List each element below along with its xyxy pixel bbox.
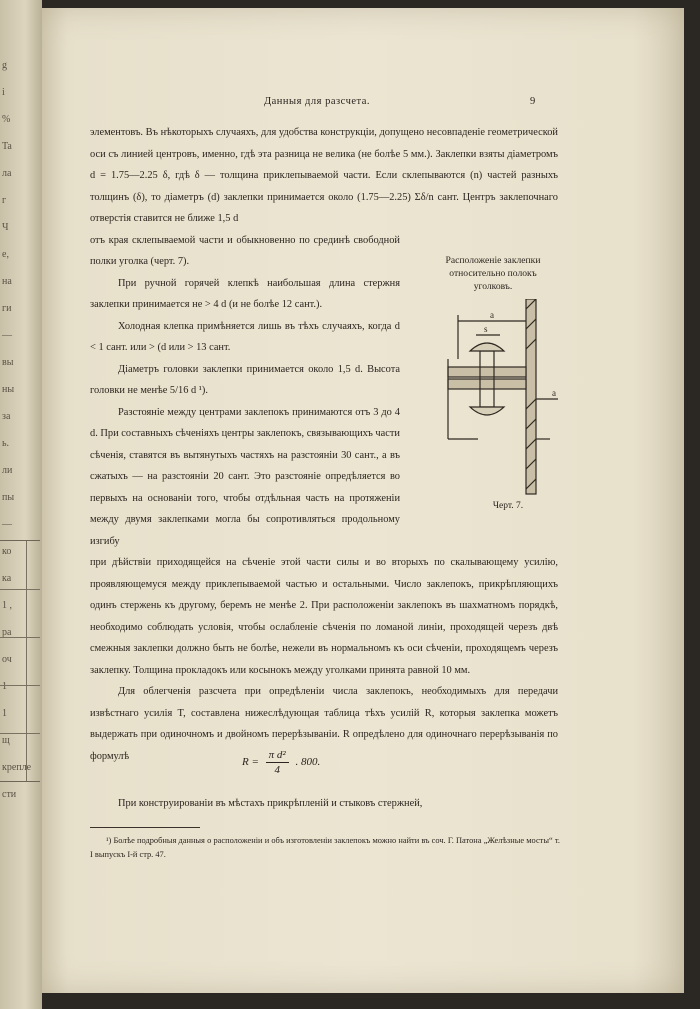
running-header [42, 96, 684, 112]
paragraph: элементовъ. Въ нѣкоторыхъ случаяхъ, для удобства конструкціи, допущено несовпаденіе геометрической оси съ линией центровъ, именно, гдѣ эта разница не велика (не болѣе 5 мм.). Заклепки взяты діаметромъ d = 1.75—2.25 δ, гдѣ δ — толщина приклепываемой части. Если склепываются (n) частей разныхъ толщинъ (δ), то діаметръ (d) заклепки принимается около (1.75—2.25) Σδ/n сант. Центръ заклепочнаго отверстія ставится не ближе 1,5 d [90, 127, 558, 224]
formula-fraction [266, 748, 289, 777]
rivet-drawing [418, 299, 568, 499]
formula [242, 748, 320, 777]
figure-label: Черт. 7. [492, 501, 524, 511]
left-page-fragment: ла [2, 168, 12, 179]
paragraph: Для облегченія разсчета при опредѣленіи числа заклепокъ, необходимыхъ для передачи извѣстнаго усилія T, составлена нижеслѣдующая таблица тѣхъ усилій R, которыя заклепка можетъ выдержать при одиночномъ и двойномъ перерѣзываніи. R опредѣлено для одиночнаго перерѣзыванія по формулѣ [90, 686, 558, 762]
paragraph: отъ края склепываемой части и обыкновенно по срединѣ свободной полки уголка (черт. 7). [90, 234, 400, 267]
left-page-fragment: ли [2, 465, 13, 476]
figure-caption: Расположеніе заклепки относительно полокъ уголковъ. [445, 255, 541, 292]
rivet-figure [418, 254, 568, 524]
left-page-fragment: g [2, 60, 7, 71]
left-page-fragment: 1 , [2, 600, 12, 611]
paragraph: При конструированіи въ мѣстахъ прикрѣпленій и стыковъ стержней, [118, 798, 423, 809]
left-page-fragment: на [2, 276, 12, 287]
footnote-rule [90, 827, 200, 828]
paragraph: При ручной горячей клепкѣ наибольшая длина стержня заклепки принимается не > 4 d (и не болѣе 12 сант.). [90, 277, 400, 310]
page-number: 9 [530, 96, 536, 107]
left-page-fragment: ги [2, 303, 12, 314]
formula-lhs: R = [242, 756, 259, 769]
left-page-fragment: — [2, 519, 12, 530]
formula-numerator: π d² [266, 748, 289, 763]
left-page-table-fragment [0, 540, 40, 782]
left-page-fragment: пы [2, 492, 15, 503]
paragraph: Разстояніе между центрами заклепокъ принимаются отъ 3 до 4 d. При составныхъ сѣченіяхъ центры заклепокъ, связывающихъ части сѣченія, ставятся въ вытянутыхъ частяхъ на разстояніи 30 сант., а въ сжатыхъ — на разстояніи 20 сант. Это разстояніе опредѣляется во первыхъ на основаніи того, чтобы отдѣльная часть на протяженіи между двумя заклепками могла бы сопротивляться продольному изгибу [90, 406, 400, 547]
formula-denominator: 4 [274, 764, 280, 776]
left-page-fragment: Ta [2, 141, 12, 152]
dim-label: s [484, 324, 488, 334]
left-page-fragment: ка [2, 573, 12, 584]
dim-label: a [552, 388, 556, 398]
book-page [42, 8, 684, 993]
paragraph: Діаметръ головки заклепки принимается около 1,5 d. Высота головки не менѣе 5/16 d ¹). [90, 363, 400, 396]
left-page-fragment: е, [2, 249, 9, 260]
dim-label: a [490, 310, 494, 320]
left-page-fragment: оч [2, 654, 12, 665]
left-page-fragment: за [2, 411, 11, 422]
footnote: ¹) Болѣе подробныя данныя о расположеніи и объ изготовленіи заклепокъ можно найти въ соч. Г. Патона „Желѣзные мосты“ т. I выпускъ I-й стр. 47. [90, 836, 560, 859]
paragraph: при дѣйствіи приходящейся на сѣченіе этой части силы и во вторыхъ по скалывающему усилію, проявляющемуся между приклепываемой частью и остальными. Число заклепокъ, прикрѣпляющихъ одинъ стержень къ другому, беремъ не менѣе 2. При расположеніи заклепокъ въ шахматномъ порядкѣ, необходимо соблюдать условія, чтобы ослабленіе сѣченія по ломаной линіи, проходящей черезъ двѣ смежныя заклепки должно быть не болѣе, нежели въ нормальномъ къ оси сѣченіи, проходящемъ черезъ заклепку. Толщина прокладокъ или косынокъ между уголками принята равной 10 мм. [90, 557, 558, 676]
page-title: Данныя для разсчета. [263, 96, 371, 107]
left-page-fragment: г [2, 195, 7, 206]
left-page-fragment: сти [2, 789, 17, 800]
left-page-fragment: ко [2, 546, 12, 557]
left-page-fragment: ь. [2, 438, 10, 449]
left-page-fragment: ра [2, 627, 12, 638]
left-page-fragment: 1 [2, 708, 7, 719]
paragraph: Холодная клепка примѣняется лишь въ тѣхъ случаяхъ, когда d < 1 сант. или > (d или > 13 сант. [90, 320, 400, 353]
left-page-fragment: % [2, 114, 11, 125]
left-page-fragment: Ч [2, 222, 9, 233]
left-page-fragment: ны [2, 384, 15, 395]
left-page-fragment: крепле [2, 762, 32, 773]
left-page-fragment: щ [2, 735, 10, 746]
left-page-edge [0, 0, 42, 1009]
left-page-fragment: 1 [2, 681, 7, 692]
left-page-fragment: i [2, 87, 5, 98]
left-page-fragment: вы [2, 357, 14, 368]
formula-rhs: . 800. [295, 756, 321, 769]
left-page-fragment: — [2, 330, 12, 341]
